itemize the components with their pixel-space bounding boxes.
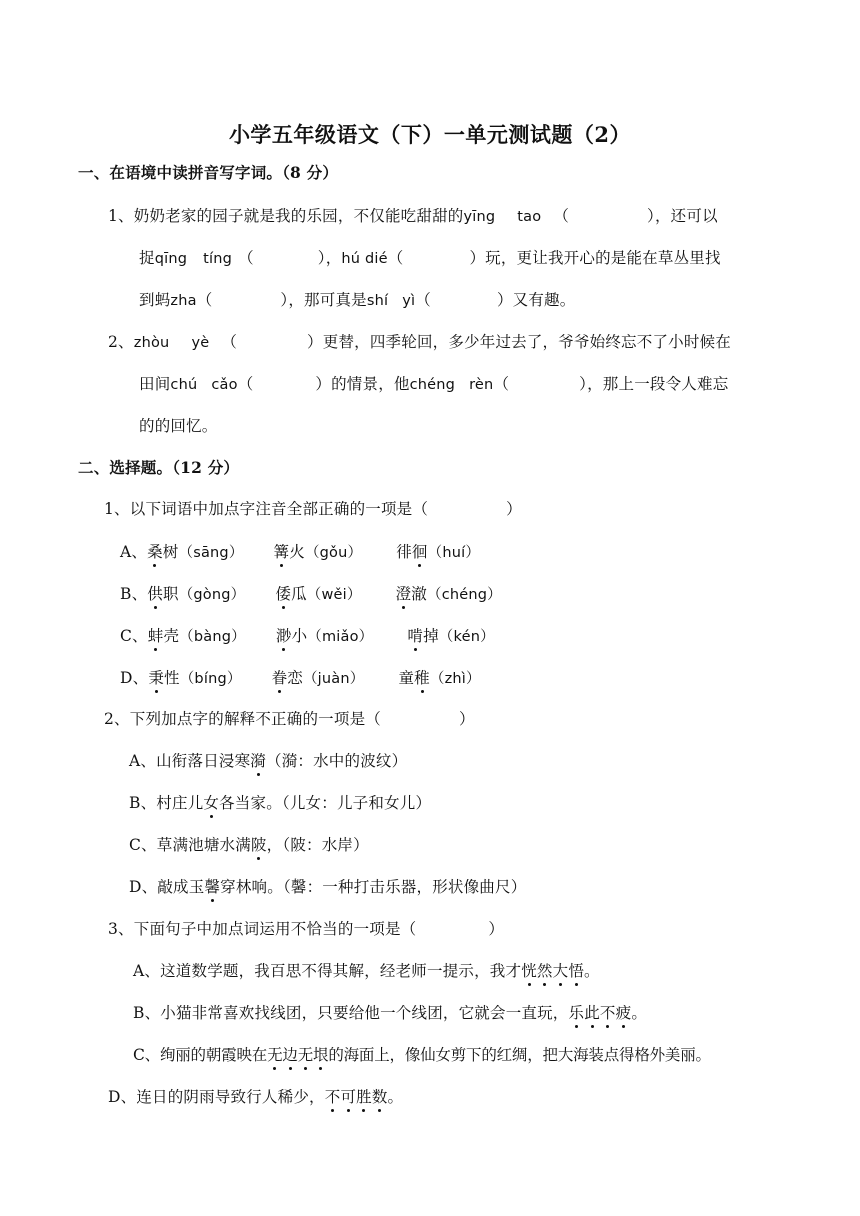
answer-blank-close: ）	[458, 710, 475, 728]
dotted-char: 供	[147, 585, 163, 603]
option-text: 穿林响。（馨：一种打击乐器，形状像曲尺）	[220, 878, 527, 896]
pinyin: （zhì）	[429, 671, 481, 687]
dotted-char: 澄	[395, 585, 412, 603]
option-text: B、小猫非常喜欢找线团，只要给他一个线团，它就会一直玩，	[133, 1004, 569, 1022]
dotted-char: 女	[203, 794, 220, 812]
word: 掉	[423, 627, 439, 645]
dotted-char: 倭	[275, 585, 292, 603]
dotted-char: 垠	[313, 1046, 329, 1064]
pinyin: rèn	[469, 377, 494, 393]
dotted-char: 渺	[275, 627, 292, 645]
text: ）的情景，他	[315, 375, 410, 393]
dotted-char: 数	[371, 1088, 388, 1106]
option-text: D、敲成玉	[129, 878, 205, 896]
dotted-char: 漪	[250, 752, 266, 770]
text: 田间	[139, 375, 171, 393]
text: ），	[317, 249, 342, 267]
s1-line-4	[108, 332, 731, 353]
pinyin: zhòu	[133, 335, 170, 351]
option-text: 。	[584, 962, 600, 980]
text: ）玩，更让我开心的是能在草丛里找	[469, 249, 721, 267]
answer-blank-open: （	[196, 291, 213, 309]
q3-option-b	[133, 1003, 647, 1023]
answer-blank-open: （	[415, 291, 431, 309]
pinyin: （bàng）	[179, 629, 246, 645]
pinyin: （wěi）	[306, 587, 362, 603]
option-text: （漪：水中的波纹）	[266, 752, 408, 770]
text: ），还可以	[647, 207, 718, 225]
pinyin: yì	[402, 293, 416, 309]
option-text: A、这道数学题，我百思不得其解，经老师一提示，我才	[133, 962, 522, 980]
q3-option-d	[108, 1087, 403, 1107]
pinyin: （gǒu）	[304, 545, 363, 561]
dotted-char: 徊	[411, 543, 428, 561]
question-text: 3、下面句子中加点词运用不恰当的一项是（	[108, 920, 417, 938]
word: 树	[162, 543, 179, 561]
option-text: A、山衔落日浸寒	[129, 752, 251, 770]
word: 壳	[163, 627, 180, 645]
text: ）又有趣。	[496, 291, 576, 309]
pinyin: chú	[170, 377, 198, 393]
dotted-char: 乐	[568, 1004, 585, 1022]
option-letter: D、	[120, 669, 149, 687]
dotted-char: 稚	[414, 669, 430, 687]
option-text: C、草满池塘水满	[129, 836, 251, 854]
option-text: 各当家。（儿女：儿子和女儿）	[219, 794, 432, 812]
dotted-char: 胜	[356, 1088, 372, 1106]
q2-option-c	[129, 835, 369, 855]
page-title: 小学五年级语文（下）一单元测试题（2）	[228, 122, 632, 147]
dotted-char: 陂	[250, 836, 267, 854]
pinyin: shí	[366, 293, 389, 309]
question-text: 2、下列加点字的解释不正确的一项是（	[104, 710, 381, 728]
pinyin: qīng	[154, 251, 188, 267]
dotted-char: 桑	[147, 543, 163, 561]
dotted-char: 眷	[271, 669, 288, 687]
section-2-heading: 二、选择题。（12 分）	[78, 458, 240, 477]
pinyin: （kén）	[438, 629, 495, 645]
dotted-char: 悟	[568, 962, 585, 980]
word: 徘	[396, 543, 412, 561]
option-text: D、连日的阴雨导致行人稀少，	[108, 1088, 325, 1106]
pinyin: （juàn）	[302, 671, 365, 687]
option-text: B、村庄儿	[129, 794, 204, 812]
text: ），那上一段令人难忘	[579, 375, 729, 393]
answer-blank-close: ）	[488, 920, 505, 938]
word: 职	[163, 585, 179, 603]
pinyin: （gòng）	[178, 587, 246, 603]
dotted-char: 不	[324, 1088, 341, 1106]
dotted-char: 蚌	[147, 627, 164, 645]
word: 小	[291, 627, 308, 645]
s1-line-3	[139, 290, 575, 311]
text: ），那可真是	[280, 291, 367, 309]
pinyin: chéng	[409, 377, 456, 393]
dotted-char: 恍	[521, 962, 537, 980]
pinyin: （huí）	[427, 545, 481, 561]
s1-line-2	[139, 248, 721, 269]
text: 捉	[139, 249, 155, 267]
dotted-char: 可	[340, 1088, 357, 1106]
q1-option-b	[120, 584, 502, 605]
dotted-char: 馨	[204, 878, 221, 896]
text: 到蚂	[139, 291, 171, 309]
q3-option-a	[133, 961, 600, 981]
answer-blank-open: （	[387, 249, 404, 267]
dotted-char: 不	[599, 1004, 616, 1022]
q1-option-a	[120, 542, 480, 563]
answer-blank-open: （	[221, 333, 238, 351]
dotted-char: 然	[536, 962, 553, 980]
word: 性	[164, 669, 180, 687]
word: 火	[289, 543, 305, 561]
dotted-char: 大	[552, 962, 569, 980]
section-1-heading: 一、在语境中读拼音写字词。（8 分）	[78, 163, 339, 182]
dotted-char: 此	[584, 1004, 600, 1022]
pinyin: （bíng）	[179, 671, 242, 687]
text: ）更替，四季轮回，多少年过去了，爷爷始终忘不了小时候在	[307, 333, 731, 351]
dotted-char: 秉	[148, 669, 165, 687]
q3-stem	[108, 919, 504, 939]
option-letter: C、	[120, 627, 148, 645]
option-text: 的海面上，像仙女剪下的红绸，把大海装点得格外美丽。	[328, 1046, 711, 1064]
pinyin: cǎo	[211, 377, 238, 393]
word: 恋	[287, 669, 303, 687]
pinyin: hú dié	[341, 251, 388, 267]
pinyin: yè	[191, 335, 210, 351]
q1-option-c	[120, 626, 495, 647]
q2-option-b	[129, 793, 431, 813]
answer-blank-open: （	[553, 207, 570, 225]
option-letter: A、	[120, 543, 148, 561]
pinyin: zha	[170, 293, 197, 309]
dotted-char: 篝	[273, 543, 290, 561]
q2-stem	[104, 709, 475, 729]
dotted-char: 边	[282, 1046, 298, 1064]
word: 瓜	[291, 585, 307, 603]
pinyin: （chéng）	[427, 587, 502, 603]
option-letter: B、	[120, 585, 148, 603]
s1-line-6	[139, 416, 218, 436]
dotted-char: 疲	[615, 1004, 632, 1022]
text: 1、奶奶老家的园子就是我的乐园，不仅能吃甜甜的	[108, 207, 464, 225]
pinyin: yīng	[463, 209, 496, 225]
pinyin: tíng	[203, 251, 233, 267]
option-text: ，（陂：水岸）	[266, 836, 369, 854]
answer-blank-open: （	[493, 375, 510, 393]
pinyin: （sāng）	[178, 545, 244, 561]
word: 澈	[411, 585, 427, 603]
s1-line-1	[108, 206, 718, 227]
option-text: 。	[631, 1004, 648, 1022]
q3-option-c	[133, 1045, 711, 1065]
word: 童	[398, 669, 415, 687]
s1-line-5	[139, 374, 728, 395]
answer-blank-close: ）	[506, 500, 522, 518]
question-text: 1、以下词语中加点字注音全部正确的一项是（	[104, 500, 429, 518]
text: 的的回忆。	[139, 417, 218, 435]
q1-stem	[104, 499, 522, 519]
option-text: C、绚丽的朝霞映在	[133, 1046, 268, 1064]
answer-blank-open: （	[237, 375, 254, 393]
pinyin: tao	[517, 209, 542, 225]
dotted-char: 啃	[407, 627, 424, 645]
dotted-char: 无	[267, 1046, 283, 1064]
answer-blank-open: （	[238, 249, 254, 267]
pinyin: （miǎo）	[307, 629, 374, 645]
option-text: 。	[387, 1088, 404, 1106]
q1-option-d	[120, 668, 481, 689]
dotted-char: 无	[297, 1046, 313, 1064]
q2-option-a	[129, 751, 407, 771]
text: 2、	[108, 333, 134, 351]
q2-option-d	[129, 877, 526, 897]
